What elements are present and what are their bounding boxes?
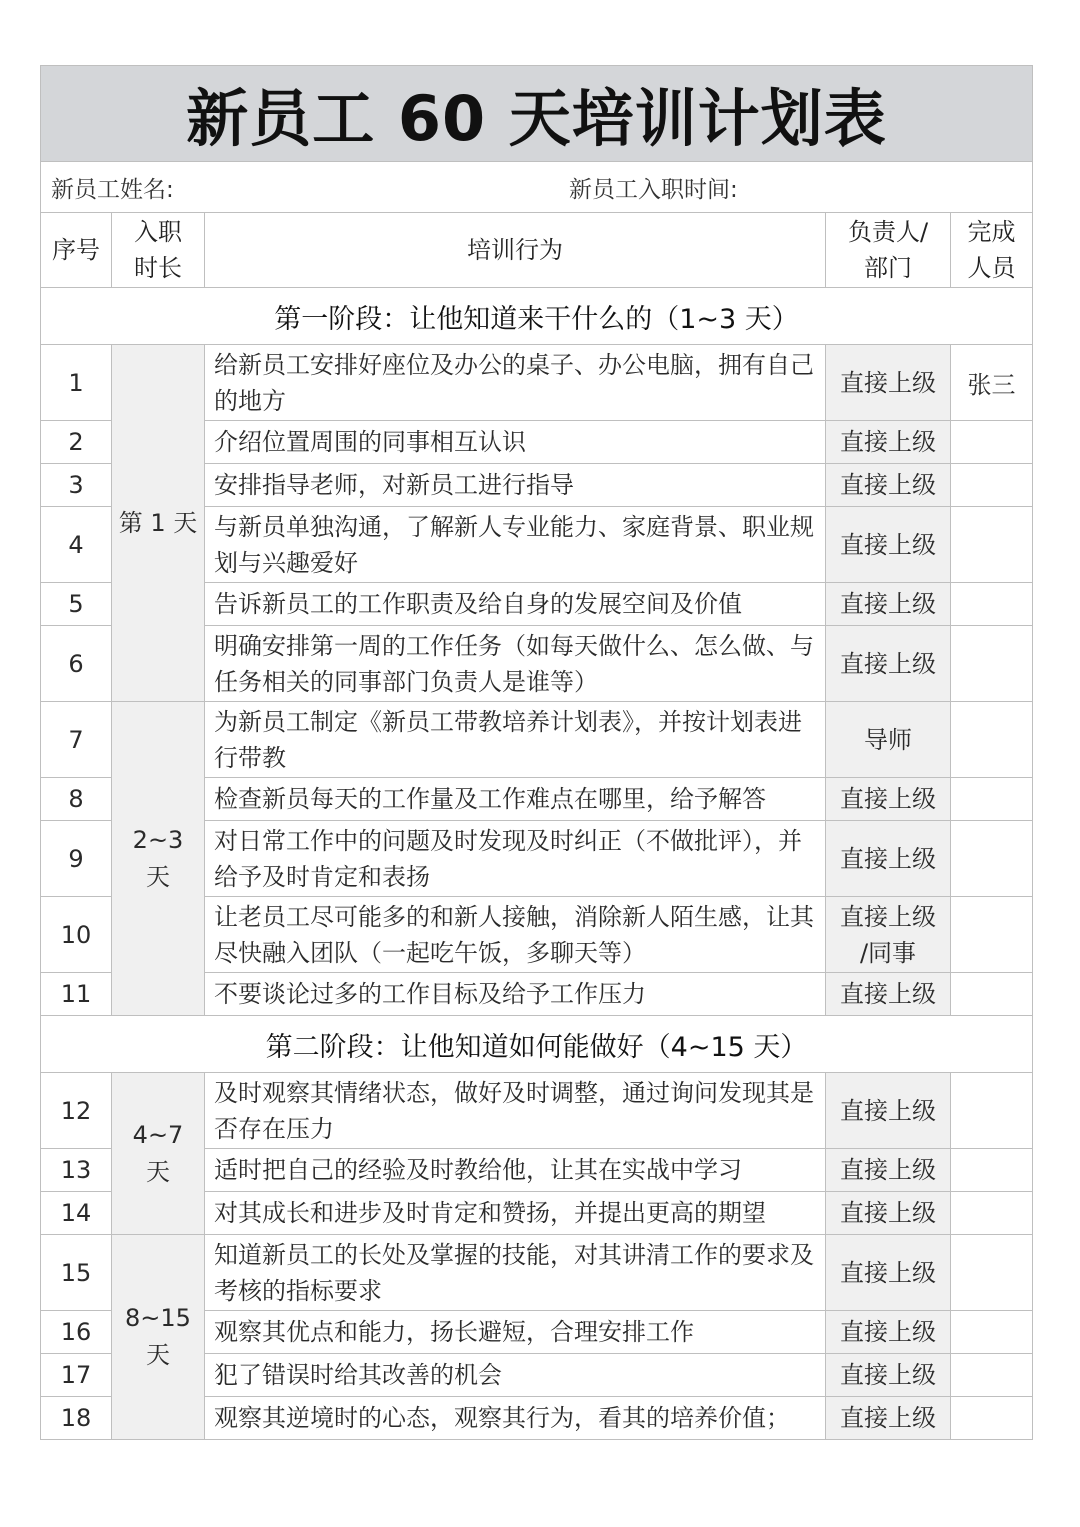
row-responsible: 直接上级 [826, 1073, 951, 1149]
row-action: 不要谈论过多的工作目标及给予工作压力 [205, 973, 826, 1016]
duration-cell: 第 1 天 [112, 345, 205, 702]
row-responsible: 直接上级 [826, 1397, 951, 1440]
row-responsible: 直接上级 [826, 626, 951, 702]
row-number: 7 [41, 702, 112, 778]
duration-cell [112, 1073, 205, 1235]
table-row [41, 1073, 1033, 1149]
row-completed-by: 张三 [951, 345, 1033, 421]
training-plan-sheet [40, 65, 1032, 1440]
row-completed-by [951, 1354, 1033, 1397]
row-responsible: 直接上级 [826, 778, 951, 821]
row-responsible: 导师 [826, 702, 951, 778]
row-completed-by [951, 1192, 1033, 1235]
row-responsible: 直接上级 [826, 1354, 951, 1397]
row-completed-by [951, 702, 1033, 778]
row-action: 为新员工制定《新员工带教培养计划表》，并按计划表进行带教 [205, 702, 826, 778]
table-row [41, 1235, 1033, 1311]
header-row [41, 213, 1033, 288]
row-responsible: 直接上级 [826, 583, 951, 626]
row-number: 12 [41, 1073, 112, 1149]
row-completed-by [951, 421, 1033, 464]
info-row [41, 162, 1033, 213]
header-action: 培训行为 [205, 213, 826, 288]
row-action: 观察其逆境时的心态，观察其行为，看其的培养价值； [205, 1397, 826, 1440]
row-responsible: 直接上级 [826, 464, 951, 507]
row-responsible: 直接上级 [826, 1149, 951, 1192]
table-row [41, 345, 1033, 421]
page-title: 新员工 60 天培训计划表 [41, 66, 1033, 162]
row-action: 及时观察其情绪状态，做好及时调整，通过询问发现其是否存在压力 [205, 1073, 826, 1149]
row-completed-by [951, 897, 1033, 973]
employee-name-label: 新员工姓名: [51, 176, 174, 203]
row-responsible-text: 直接上级 /同事 [840, 902, 936, 967]
row-action: 让老员工尽可能多的和新人接触，消除新人陌生感，让其尽快融入团队（一起吃午饭，多聊天等） [205, 897, 826, 973]
row-completed-by [951, 821, 1033, 897]
row-number: 5 [41, 583, 112, 626]
row-action: 犯了错误时给其改善的机会 [205, 1354, 826, 1397]
row-number: 15 [41, 1235, 112, 1311]
header-number: 序号 [41, 213, 112, 288]
row-action: 适时把自己的经验及时教给他，让其在实战中学习 [205, 1149, 826, 1192]
row-number: 9 [41, 821, 112, 897]
row-responsible: 直接上级 [826, 1235, 951, 1311]
row-responsible: 直接上级 [826, 1311, 951, 1354]
header-completed-by [951, 213, 1033, 288]
row-completed-by [951, 583, 1033, 626]
row-responsible: 直接上级 [826, 1192, 951, 1235]
row-number: 13 [41, 1149, 112, 1192]
row-action: 明确安排第一周的工作任务（如每天做什么、怎么做、与任务相关的同事部门负责人是谁等） [205, 626, 826, 702]
row-number: 1 [41, 345, 112, 421]
row-completed-by [951, 973, 1033, 1016]
row-completed-by [951, 1073, 1033, 1149]
row-number: 10 [41, 897, 112, 973]
row-action: 告诉新员工的工作职责及给自身的发展空间及价值 [205, 583, 826, 626]
row-completed-by [951, 626, 1033, 702]
row-action: 观察其优点和能力，扬长避短，合理安排工作 [205, 1311, 826, 1354]
row-action: 介绍位置周围的同事相互认识 [205, 421, 826, 464]
row-responsible: 直接上级 [826, 421, 951, 464]
duration-text: 8~15 天 [125, 1304, 191, 1369]
row-responsible: 直接上级 [826, 345, 951, 421]
header-duration [112, 213, 205, 288]
row-action: 检查新员每天的工作量及工作难点在哪里，给予解答 [205, 778, 826, 821]
row-action: 对其成长和进步及时肯定和赞扬，并提出更高的期望 [205, 1192, 826, 1235]
stage-1-heading: 第一阶段：让他知道来干什么的（1~3 天） [41, 288, 1033, 345]
row-completed-by [951, 1149, 1033, 1192]
row-number: 4 [41, 507, 112, 583]
row-completed-by [951, 1397, 1033, 1440]
row-number: 2 [41, 421, 112, 464]
duration-cell [112, 702, 205, 1016]
row-action: 与新员单独沟通，了解新人专业能力、家庭背景、职业规划与兴趣爱好 [205, 507, 826, 583]
row-completed-by [951, 464, 1033, 507]
row-action: 安排指导老师，对新员工进行指导 [205, 464, 826, 507]
stage-2-heading: 第二阶段：让他知道如何能做好（4~15 天） [41, 1016, 1033, 1073]
row-completed-by [951, 1235, 1033, 1311]
row-action: 对日常工作中的问题及时发现及时纠正（不做批评），并给予及时肯定和表扬 [205, 821, 826, 897]
duration-text: 2~3 天 [132, 825, 184, 891]
row-completed-by [951, 1311, 1033, 1354]
row-number: 6 [41, 626, 112, 702]
row-number: 17 [41, 1354, 112, 1397]
header-duration-text: 入职 时长 [134, 218, 182, 282]
row-completed-by [951, 507, 1033, 583]
training-plan-table [40, 65, 1033, 1440]
duration-text: 4~7 天 [132, 1120, 184, 1186]
row-responsible [826, 897, 951, 973]
header-responsible-text: 负责人/ 部门 [847, 218, 929, 282]
row-number: 11 [41, 973, 112, 1016]
row-action: 知道新员工的长处及掌握的技能，对其讲清工作的要求及考核的指标要求 [205, 1235, 826, 1311]
row-number: 16 [41, 1311, 112, 1354]
duration-cell [112, 1235, 205, 1440]
hire-date-label: 新员工入职时间: [569, 176, 738, 203]
row-responsible: 直接上级 [826, 821, 951, 897]
row-number: 8 [41, 778, 112, 821]
row-action: 给新员工安排好座位及办公的桌子、办公电脑，拥有自己的地方 [205, 345, 826, 421]
row-number: 14 [41, 1192, 112, 1235]
row-number: 18 [41, 1397, 112, 1440]
table-row [41, 702, 1033, 778]
row-responsible: 直接上级 [826, 507, 951, 583]
header-responsible [826, 213, 951, 288]
row-responsible: 直接上级 [826, 973, 951, 1016]
row-number: 3 [41, 464, 112, 507]
row-completed-by [951, 778, 1033, 821]
header-completed-by-text: 完成 人员 [967, 218, 1016, 282]
